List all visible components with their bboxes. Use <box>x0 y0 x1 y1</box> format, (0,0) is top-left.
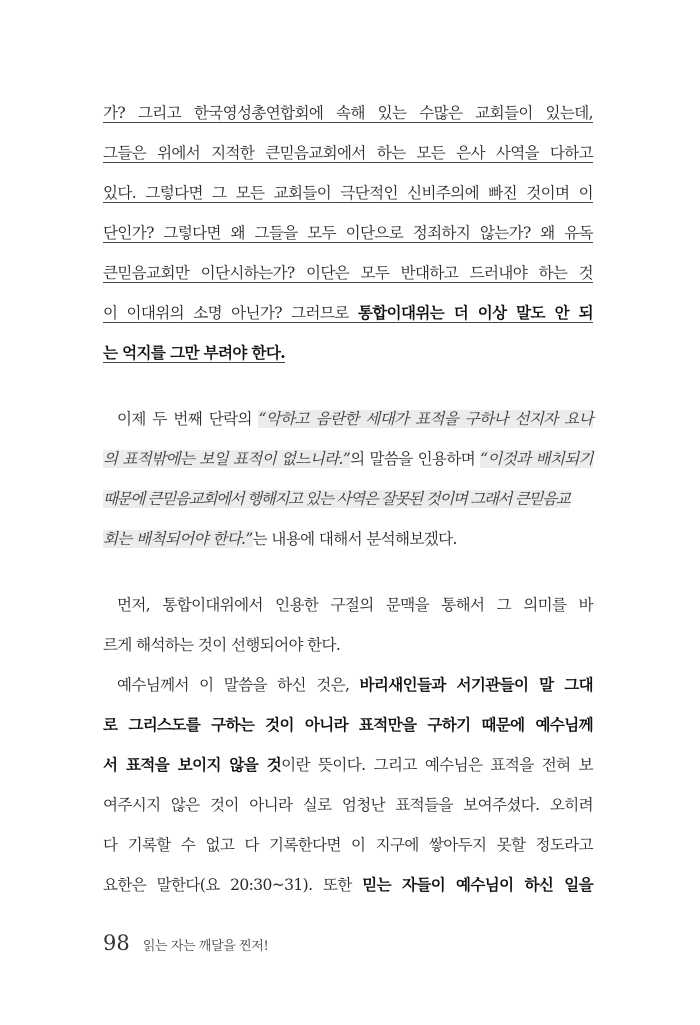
body-text: 는 내용에 대해서 분석해보겠다. <box>252 530 457 548</box>
quoted-text: 때문에 큰믿음교회에서 행해지고 있는 사역은 잘못된 것이며 그래서 큰믿음교 <box>103 490 570 508</box>
text-line <box>103 136 593 170</box>
underlined-text: 이 이대위의 소명 아닌가? 그러므로 <box>103 304 358 322</box>
text-line <box>103 216 593 250</box>
quoted-text: “이것과 배치되기 <box>480 450 594 468</box>
text-line <box>103 748 593 782</box>
text-line <box>103 442 593 476</box>
body-text: 르게 해석하는 것이 선행되어야 한다. <box>103 636 341 654</box>
text-line <box>103 788 593 822</box>
underlined-text: 있다. 그렇다면 그 모든 교회들이 극단적인 신비주의에 빠진 것이며 이 <box>103 184 593 202</box>
bold-underlined-text: 통합이대위는 더 이상 말도 안 되 <box>357 303 593 322</box>
text-line <box>103 868 593 902</box>
text-line <box>103 628 593 662</box>
body-text: 이제 두 번째 단락의 <box>117 410 259 428</box>
text-line <box>103 296 593 330</box>
body-text: 의 말씀을 인용하며 <box>350 450 481 468</box>
bold-underlined-text: 는 억지를 그만 부려야 한다. <box>103 343 286 362</box>
body-text: 예수님께서 이 말씀을 하신 것은, <box>117 676 360 694</box>
text-line <box>103 336 593 370</box>
text-line <box>103 482 593 516</box>
text-line <box>103 176 593 210</box>
quoted-text: 회는 배척되어야 한다.” <box>103 530 253 548</box>
text-line <box>103 402 593 436</box>
body-text: 먼저, 통합이대위에서 인용한 구절의 문맥을 통해서 그 의미를 바 <box>117 596 593 614</box>
text-line <box>103 256 593 290</box>
page-footer <box>103 928 268 958</box>
quoted-text: “악하고 음란한 세대가 표적을 구하나 선지자 요나 <box>258 410 594 428</box>
quoted-text: 의 표적밖에는 보일 표적이 없느니라.” <box>103 450 351 468</box>
body-text: 여주시지 않은 것이 아니라 실로 엄청난 표적들을 보여주셨다. 오히려 <box>103 796 593 814</box>
underlined-text: 가? 그리고 한국영성총연합회에 속해 있는 수많은 교회들이 있는데, <box>103 104 593 122</box>
bold-text: 믿는 자들이 예수님이 하신 일을 <box>362 875 593 894</box>
text-line <box>103 522 593 556</box>
bold-text: 서 표적을 보이지 않을 것 <box>103 755 282 774</box>
body-text: 요한은 말한다(요 20:30~31). 또한 <box>103 876 363 894</box>
underlined-text: 그들은 위에서 지적한 큰믿음교회에서 하는 모든 은사 사역을 다하고 <box>103 144 593 162</box>
text-line <box>103 668 593 702</box>
text-line <box>103 588 593 622</box>
text-line <box>103 708 593 742</box>
text-line <box>103 828 593 862</box>
body-text: 다 기록할 수 없고 다 기록한다면 이 지구에 쌓아두지 못할 정도라고 <box>103 836 593 854</box>
text-line <box>103 96 593 130</box>
underlined-text: 단인가? 그렇다면 왜 그들을 모두 이단으로 정죄하지 않는가? 왜 유독 <box>103 224 593 242</box>
book-title: 읽는 자는 깨달을 찐저! <box>142 939 269 954</box>
underlined-text: 큰믿음교회만 이단시하는가? 이단은 모두 반대하고 드러내야 하는 것 <box>103 264 593 282</box>
page-number: 98 <box>103 931 130 955</box>
bold-text: 로 그리스도를 구하는 것이 아니라 표적만을 구하기 때문에 예수님께 <box>103 715 593 734</box>
bold-text: 바리새인들과 서기관들이 말 그대 <box>359 675 593 694</box>
body-text: 이란 뜻이다. 그리고 예수님은 표적을 전혀 보 <box>281 756 593 774</box>
